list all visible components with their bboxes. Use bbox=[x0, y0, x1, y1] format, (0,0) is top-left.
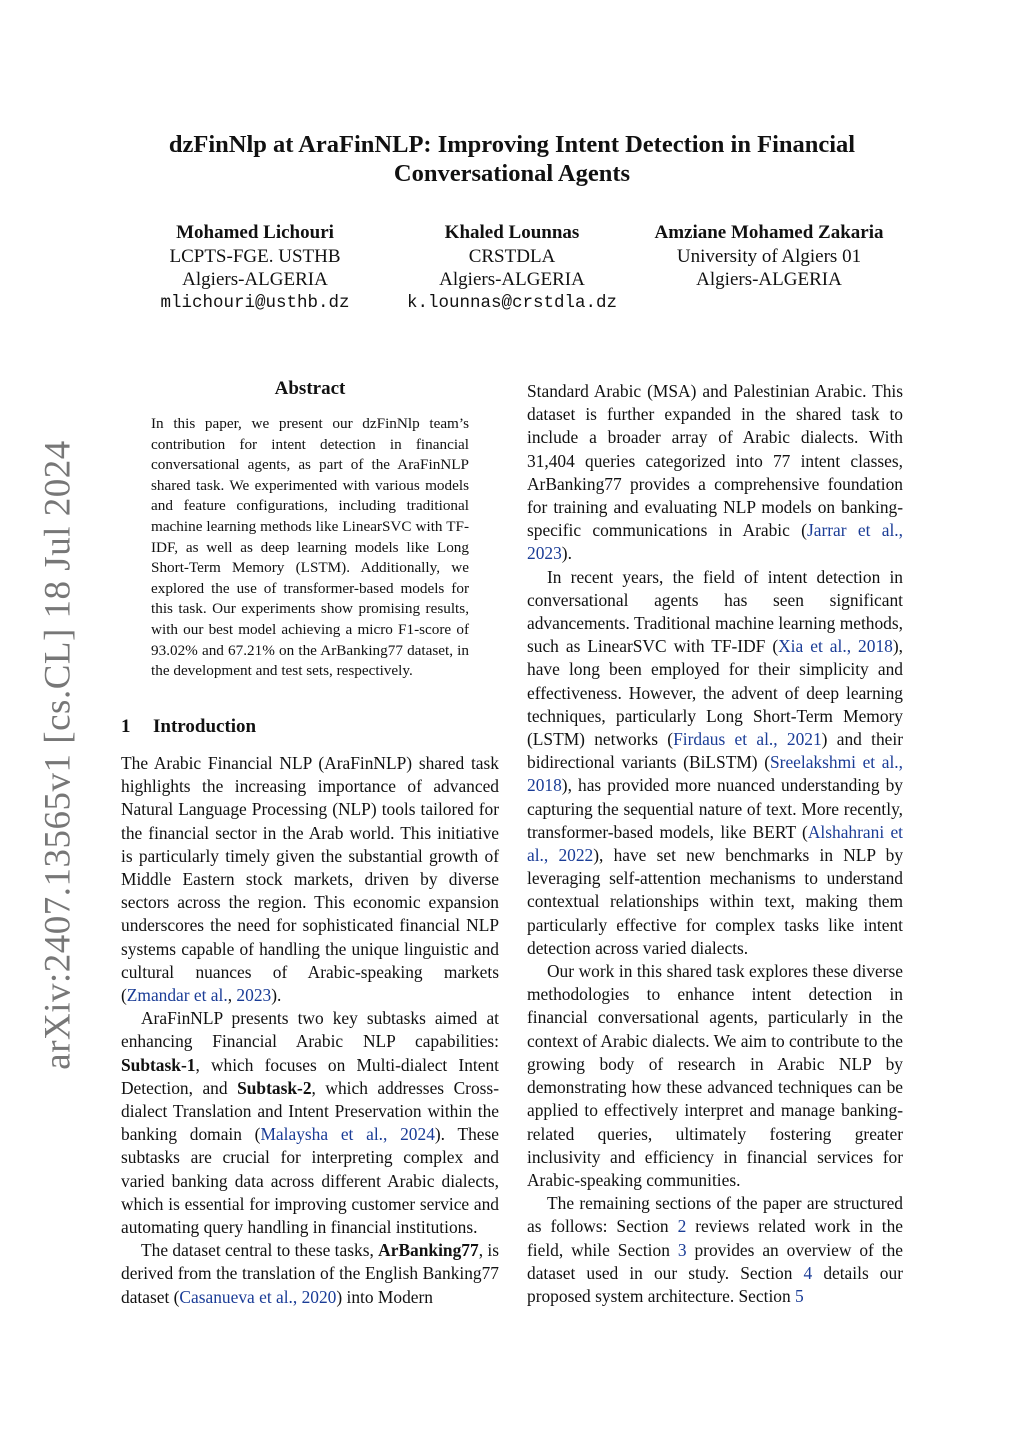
bold-term: ArBanking77 bbox=[378, 1240, 479, 1261]
paragraph: AraFinNLP presents two key subtasks aimed at enhancing Financial Arabic NLP capabilities: Subtask-1, which focuses on Multi-dialect Intent Detection, and Subtask-2, which addresses Cross-dialect Translation and Intent Preservation within the banking domain (Malaysha et al., 2024). These subtasks are crucial for interpreting complex and varied banking data across different Arabic dialects, which is essential for improving customer service and automating query handling in financial institutions. bbox=[121, 1008, 499, 1238]
author-name: Khaled Lounnas bbox=[444, 222, 580, 243]
bold-term: Subtask-1 bbox=[121, 1054, 196, 1075]
paragraph: Standard Arabic (MSA) and Palestinian Arabic. This dataset is further expanded in the shared task to include a broader array of Arabic dialects. With 31,404 queries categorized into 77 intent classes, ArBanking77 provides a comprehensive foundation for training and evaluating NLP models on banking-specific communications in Arabic (Jarrar et al., 2023). bbox=[527, 381, 903, 564]
author-name: Mohamed Lichouri bbox=[176, 222, 334, 243]
citation-link[interactable]: Zmandar et al. bbox=[126, 985, 228, 1006]
section-ref-link[interactable]: 2 bbox=[677, 1216, 687, 1237]
author-email[interactable]: mlichouri@usthb.dz bbox=[160, 292, 350, 313]
section-ref-link[interactable]: 3 bbox=[677, 1239, 687, 1260]
author-block-2 bbox=[397, 221, 627, 315]
right-column bbox=[527, 380, 903, 1308]
author-affiliation: University of Algiers 01 bbox=[676, 245, 862, 267]
citation-link[interactable]: Sreelakshmi et al., 2018 bbox=[527, 752, 903, 796]
bold-term: Subtask-2 bbox=[237, 1077, 312, 1098]
citation-link[interactable]: Jarrar et al., 2023 bbox=[527, 520, 903, 564]
abstract-heading: Abstract bbox=[274, 378, 346, 399]
paper-title bbox=[0, 130, 1024, 188]
section-ref-link[interactable]: 4 bbox=[803, 1262, 813, 1283]
author-location: Algiers-ALGERIA bbox=[696, 269, 842, 291]
author-email[interactable]: k.lounnas@crstdla.dz bbox=[406, 292, 618, 313]
citation-link[interactable]: 2023 bbox=[236, 985, 272, 1006]
section-title: Introduction bbox=[153, 716, 257, 737]
left-column bbox=[121, 752, 499, 1309]
author-affiliation: LCPTS-FGE. USTHB bbox=[169, 245, 341, 267]
paragraph: The dataset central to these tasks, ArBanking77, is derived from the translation of the English Banking77 dataset (Casanueva et al., 2020) into Modern bbox=[121, 1240, 499, 1307]
citation-link[interactable]: Malaysha et al., 2024 bbox=[260, 1124, 435, 1145]
section-heading-introduction bbox=[121, 716, 256, 738]
paragraph: Our work in this shared task explores these diverse methodologies to enhance intent detection in financial conversational agents, particularly in the context of Arabic dialects. We aim to contribute to the growing body of research in Arabic NLP by demonstrating how these advanced techniques can be applied to effectively interpret and manage banking-related queries, ultimately fostering greater inclusivity and efficiency in financial services for Arabic-speaking communities. bbox=[527, 961, 903, 1190]
author-block-1 bbox=[140, 221, 370, 315]
author-location: Algiers-ALGERIA bbox=[182, 269, 328, 291]
title-line-2: Conversational Agents bbox=[393, 160, 631, 187]
author-block-3 bbox=[629, 221, 909, 292]
paragraph: The remaining sections of the paper are structured as follows: Section 2 reviews related work in the field, while Section 3 provides an overview of the dataset used in our study. Section 4 details our proposed system architecture. Section 5 bbox=[527, 1193, 903, 1306]
section-ref-link[interactable]: 5 bbox=[795, 1285, 804, 1306]
author-location: Algiers-ALGERIA bbox=[439, 269, 585, 291]
paragraph: In recent years, the field of intent detection in conversational agents has seen significant advancements. Traditional machine learning methods, such as LinearSVC with TF-IDF (Xia et al., 2018), have long been employed for their simplicity and effectiveness. However, the advent of deep learning techniques, particularly Long Short-Term Memory (LSTM) networks (Firdaus et al., 2021) and their bidirectional variants (BiLSTM) (Sreelakshmi et al., 2018), has provided more nuanced understanding by capturing the sequential nature of text. More recently, transformer-based models, like BERT (Alshahrani et al., 2022), have set new benchmarks in NLP by leveraging self-attention mechanisms to understand contextual relationships within text, making them particularly effective for complex tasks like intent detection across varied dialects. bbox=[527, 566, 904, 958]
citation-link[interactable]: Casanueva et al., 2020 bbox=[179, 1286, 337, 1307]
paragraph: The Arabic Financial NLP (AraFinNLP) shared task highlights the increasing importance of advanced Natural Language Processing (NLP) tools tailored for the financial sector in the Arab world. This initiative is particularly timely given the substantial growth of Middle Eastern stock markets, driven by diverse sectors across the region. This economic expansion underscores the need for sophisticated financial NLP systems capable of handling the unique linguistic and cultural nuances of Arabic-speaking markets (Zmandar et al., 2023). bbox=[121, 753, 499, 1006]
citation-link[interactable]: Firdaus et al., 2021 bbox=[673, 729, 822, 750]
citation-link[interactable]: Alshahrani et al., 2022 bbox=[527, 821, 904, 866]
title-line-1: dzFinNlp at AraFinNLP: Improving Intent Detection in Financial bbox=[168, 131, 856, 158]
arxiv-stamp: arXiv:2407.13565v1 [cs.CL] 18 Jul 2024 bbox=[37, 440, 79, 1070]
author-affiliation: CRSTDLA bbox=[468, 245, 556, 267]
citation-link[interactable]: Xia et al., 2018 bbox=[778, 636, 893, 657]
abstract-text: In this paper, we present our dzFinNlp team’s contribution for intent detection in financial conversational agents, as part of the AraFinNLP shared task. We experimented with various models and feature configurations, including traditional machine learning methods like LinearSVC with TF-IDF, as well as deep learning models like Long Short-Term Memory (LSTM). Additionally, we explored the use of transformer-based models for this task. Our experiments show promising results, with our best model achieving a micro F1-score of 93.02% and 67.21% on the ArBanking77 dataset, in the development and test sets, respectively. bbox=[151, 415, 469, 680]
section-number: 1 bbox=[121, 716, 131, 737]
author-name: Amziane Mohamed Zakaria bbox=[654, 222, 884, 243]
